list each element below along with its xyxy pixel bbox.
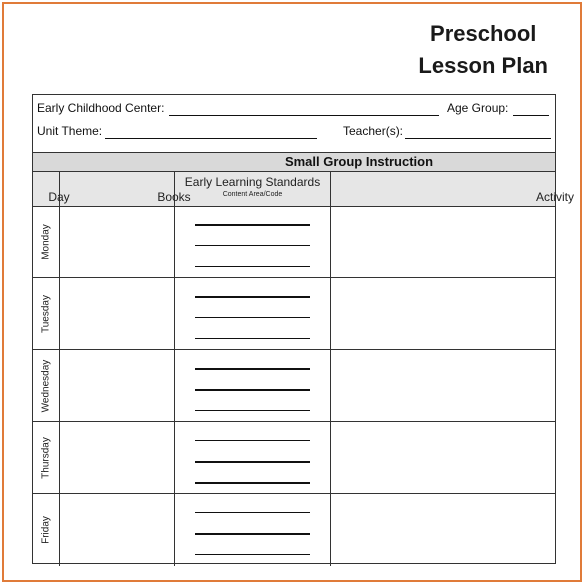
standards-subtitle: Content Area/Code — [222, 191, 283, 198]
day-label: Monday — [40, 223, 52, 260]
standards-cell — [175, 422, 331, 493]
day-label: Tuesday — [40, 294, 52, 333]
theme-row — [33, 124, 555, 142]
standard-line[interactable] — [195, 554, 310, 555]
standard-line[interactable] — [195, 482, 310, 484]
standards-cell — [175, 206, 331, 277]
table-row — [33, 278, 555, 350]
table-row — [33, 206, 555, 278]
unit-theme-field[interactable] — [105, 138, 317, 139]
teachers-label: Teacher(s): — [343, 124, 404, 138]
books-cell[interactable] — [60, 206, 175, 277]
day-label: Wednesday — [40, 359, 52, 412]
day-cell — [33, 494, 60, 566]
standard-line[interactable] — [195, 533, 310, 535]
header-books: Books — [60, 172, 175, 206]
center-field[interactable] — [169, 115, 439, 116]
standard-line[interactable] — [195, 410, 310, 411]
center-label: Early Childhood Center: — [37, 101, 165, 115]
standards-cell — [175, 278, 331, 349]
standard-line[interactable] — [195, 461, 310, 463]
unit-theme-label: Unit Theme: — [37, 124, 103, 138]
activity-cell[interactable] — [331, 350, 555, 421]
age-group-field[interactable] — [513, 115, 549, 116]
standard-line[interactable] — [195, 368, 310, 370]
header-day: Day — [33, 172, 60, 206]
standards-cell — [175, 494, 331, 566]
page-frame — [2, 2, 582, 582]
standard-line[interactable] — [195, 338, 310, 339]
lesson-plan-form — [32, 94, 574, 564]
table-row — [33, 350, 555, 422]
document-title — [418, 18, 548, 82]
activity-cell[interactable] — [331, 494, 555, 566]
age-group-label: Age Group: — [447, 101, 509, 115]
day-label: Friday — [40, 516, 52, 544]
standards-title: Early Learning Standards — [184, 175, 321, 189]
teachers-field[interactable] — [405, 138, 551, 139]
books-cell[interactable] — [60, 278, 175, 349]
header-activity: Activity — [535, 190, 574, 204]
center-row — [33, 101, 555, 119]
books-cell[interactable] — [60, 494, 175, 566]
standard-line[interactable] — [195, 245, 310, 246]
standard-line[interactable] — [195, 317, 310, 318]
table-row — [33, 422, 555, 494]
activity-cell[interactable] — [331, 206, 555, 277]
activity-cell[interactable] — [331, 278, 555, 349]
standard-line[interactable] — [195, 389, 310, 391]
day-cell — [33, 206, 60, 277]
standard-line[interactable] — [195, 224, 310, 226]
standard-line[interactable] — [195, 266, 310, 267]
title-line-1: Preschool — [430, 21, 537, 46]
column-header-row — [33, 171, 574, 207]
header-standards — [175, 172, 331, 206]
books-cell[interactable] — [60, 350, 175, 421]
standard-line[interactable] — [195, 296, 310, 298]
title-line-2: Lesson Plan — [418, 53, 548, 78]
section-band — [33, 152, 555, 171]
standard-line[interactable] — [195, 440, 310, 441]
day-cell — [33, 350, 60, 421]
day-cell — [33, 278, 60, 349]
day-cell — [33, 422, 60, 493]
activity-cell[interactable] — [331, 422, 555, 493]
standards-cell — [175, 350, 331, 421]
standard-line[interactable] — [195, 512, 310, 513]
table-row — [33, 494, 555, 566]
section-title: Small Group Instruction — [284, 154, 434, 169]
day-label: Thursday — [40, 436, 52, 479]
books-cell[interactable] — [60, 422, 175, 493]
